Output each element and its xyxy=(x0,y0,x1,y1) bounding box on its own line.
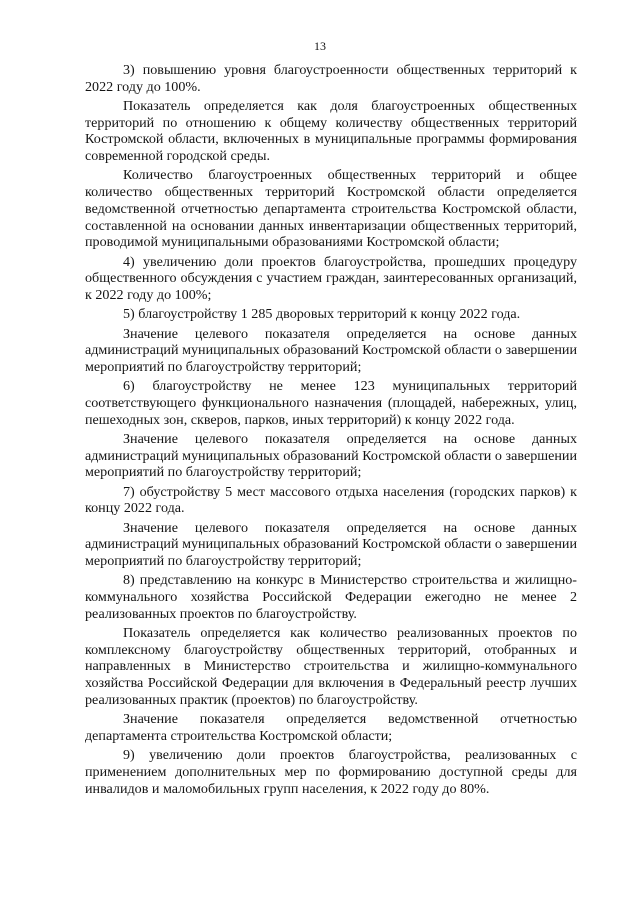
paragraph-item-9: 9) увеличению доли проектов благоустройства, реализованных с применением дополнительных мер по формированию доступной среды для инвалидов и маломобильных групп населения, к 2022 году до 80%. xyxy=(85,747,577,797)
paragraph-item-8: 8) представлению на конкурс в Министерство строительства и жилищно-коммунального хозяйства Российской Федерации ежегодно не менее 2 реализованных проектов по благоустройству. xyxy=(85,572,577,622)
document-body xyxy=(85,62,577,800)
paragraph-item-4: 4) увеличению доли проектов благоустройства, прошедших процедуру общественного обсуждения с участием граждан, заинтересованных организаций, к 2022 году до 100%; xyxy=(85,253,577,303)
paragraph-item-7: 7) обустройству 5 мест массового отдыха населения (городских парков) к концу 2022 года. xyxy=(85,483,577,517)
paragraph-item-6: 6) благоустройству не менее 123 муниципальных территорий соответствующего функционального назначения (площадей, набережных, улиц, пешеходных зон, скверов, парков, иных территорий) к концу 2022 года. xyxy=(85,378,577,428)
paragraph-indicator-5-source: Значение целевого показателя определяется на основе данных администраций муниципальных образований Костромской области о завершении мероприятий по благоустройству территорий; xyxy=(85,325,577,375)
paragraph-item-5: 5) благоустройству 1 285 дворовых территорий к концу 2022 года. xyxy=(123,306,521,323)
paragraph-indicator-8-description: Показатель определяется как количество реализованных проектов по комплексному благоустройству общественных территорий, отобранных и направленных в Министерство строительства и жилищно-коммунального хозяйства Российской Федерации для включения в Федеральный реестр лучших реализованных практик (проектов) по благоустройству. xyxy=(85,625,577,708)
paragraph-indicator-7-source: Значение целевого показателя определяется на основе данных администраций муниципальных образований Костромской области о завершении мероприятий по благоустройству территорий; xyxy=(85,519,577,570)
paragraph-indicator-8-source: Значение показателя определяется ведомственной отчетностью департамента строительства Костромской области; xyxy=(85,711,577,744)
paragraph-indicator-6-source: Значение целевого показателя определяется на основе данных администраций муниципальных образований Костромской области о завершении мероприятий по благоустройству территорий; xyxy=(85,430,577,481)
paragraph-item-3: 3) повышению уровня благоустроенности общественных территорий к 2022 году до 100%. xyxy=(85,62,577,95)
paragraph-indicator-3-source: Количество благоустроенных общественных территорий и общее количество общественных территорий Костромской области определяется ведомственной отчетностью департамента строительства Костромской области, составленной на основании данных инвентаризации общественных территорий, проводимой муниципальными образованиями Костромской области; xyxy=(85,167,577,251)
page-number: 13 xyxy=(314,39,326,53)
paragraph-indicator-3-description: Показатель определяется как доля благоустроенных общественных территорий по отношению к общему количеству общественных территорий Костромской области, включенных в муниципальные программы формирования современной городской среды. xyxy=(85,98,577,165)
